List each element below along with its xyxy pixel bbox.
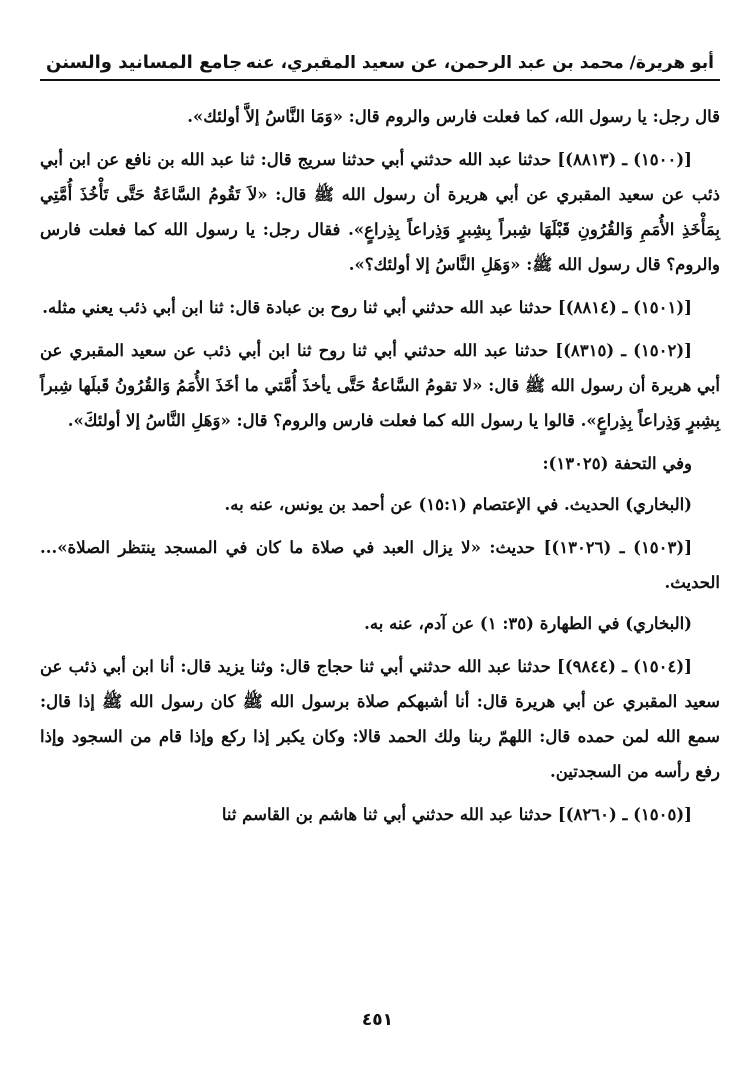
hadith-1502: [(١٥٠٢) ـ (٨٣١٥)] حدثنا عبد الله حدثني أبي ثنا روح ثنا ابن أبي ذئب عن سعيد المقبري عن أبي هريرة أن رسول الله ﷺ قال: «لا تقومُ السَّاعةُ حَتَّى يأخذَ أُمَّتي ما أخَذَ الأُمَمُ وَالقُرُونُ قَبلَها شِبراً بِشِبرٍ وَذِراعاً بِذِراعٍ». قالوا يا رسول الله كما فعلت فارس والروم؟ قال: «وَهَلِ النَّاسُ إلا أولئكَ». bbox=[40, 341, 720, 430]
hadith-1501: [(١٥٠١) ـ (٨٨١٤)] حدثنا عبد الله حدثني أبي ثنا روح بن عبادة قال: ثنا ابن أبي ذئب يعني مثله. bbox=[42, 298, 692, 317]
tuhfa-reference: وفي التحفة (١٣٠٢٥): bbox=[542, 454, 692, 473]
page-body bbox=[40, 99, 720, 832]
hadith-1504: [(١٥٠٤) ـ (٩٨٤٤)] حدثنا عبد الله حدثني أبي ثنا حجاج قال: وثنا يزيد قال: أنا ابن أبي ذئب عن سعيد المقبري عن أبي هريرة قال: أنا أشبهكم صلاة برسول الله ﷺ كان رسول الله ﷺ إذا قال: سمع الله لمن حمده قال: اللهمّ ربنا ولك الحمد قالا: وكان يكبر إذا ركع وإذا قام من السجود وإذا رفع رأسه من السجدتين. bbox=[40, 657, 720, 781]
hadith-1503: [(١٥٠٣) ـ (١٣٠٢٦)] حديث: «لا يزال العبد في صلاة ما كان في المسجد ينتظر الصلاة»... الحديث. bbox=[40, 538, 720, 592]
header-chapter-title: أبو هريرة/ محمد بن عبد الرحمن، عن سعيد المقبري، عنه bbox=[245, 53, 714, 73]
header-book-title: جامع المسانيد والسنن bbox=[46, 52, 243, 73]
bukhari-note-2: (البخاري) في الطهارة (٣٥: ١) عن آدم، عنه به. bbox=[364, 614, 692, 633]
book-page bbox=[40, 52, 720, 838]
paragraph-0: قال رجل: يا رسول الله، كما فعلت فارس والروم قال: «وَمَا النَّاسُ إلاَّ أولئك». bbox=[187, 107, 720, 126]
running-header bbox=[40, 52, 720, 81]
hadith-1505: [(١٥٠٥) ـ (٨٢٦٠)] حدثنا عبد الله حدثني أبي ثنا هاشم بن القاسم ثنا bbox=[221, 805, 692, 824]
hadith-1500: [(١٥٠٠) ـ (٨٨١٣)] حدثنا عبد الله حدثني أبي حدثنا سريج قال: ثنا عبد الله بن نافع عن ابن أبي ذئب عن سعيد المقبري عن أبي هريرة أن رسول الله ﷺ قال: «لاَ تَقُومُ السَّاعَةُ حَتَّى تَأْخُذَ أُمَّتِي بِمَأْخَذِ الأُمَمِ وَالقُرُونِ قَبْلَهَا شِبراً بِشِبرٍ وَذِراعاً بِذِراعٍ». فقال رجل: يا رسول الله كما فعلت فارس والروم؟ قال رسول الله ﷺ: «وَهَلِ النَّاسُ إلا أولئك؟». bbox=[40, 150, 720, 274]
page-number: ٤٥١ bbox=[361, 1010, 394, 1030]
bukhari-note-1: (البخاري) الحديث. في الإعتصام (١٥:١) عن أحمد بن يونس، عنه به. bbox=[224, 495, 692, 514]
